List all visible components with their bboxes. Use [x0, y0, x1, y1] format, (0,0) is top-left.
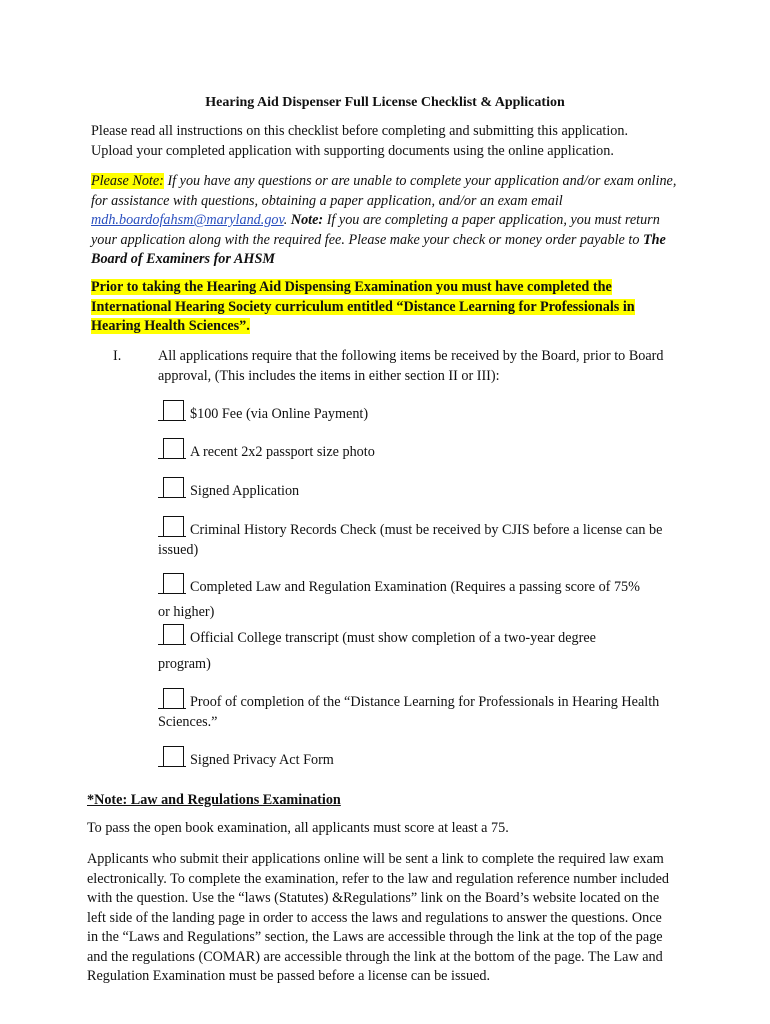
checklist-item-transcript-cont: program)	[158, 656, 211, 672]
checklist-item-criminal-history	[158, 520, 688, 560]
checklist-label: Completed Law and Regulation Examination (Requires a passing score of 75%	[190, 579, 640, 595]
checklist-label: A recent 2x2 passport size photo	[190, 444, 375, 460]
intro-text	[91, 122, 691, 161]
section-numeral: I.	[113, 348, 122, 364]
checklist-item-law-exam	[158, 577, 688, 598]
note-label: Note:	[290, 212, 324, 228]
checklist-label: $100 Fee (via Online Payment)	[190, 406, 369, 422]
checkbox[interactable]	[158, 520, 186, 537]
page-title: Hearing Aid Dispenser Full License Checklist & Application	[205, 95, 565, 110]
section-requirements-text: All applications require that the following items be received by the Board, prior to Board approval, (This includes the items in either section II or III):	[158, 348, 664, 384]
intro-line-2: Upload your completed application with supporting documents using the online application.	[91, 142, 614, 159]
checkbox[interactable]	[158, 577, 186, 594]
payee-name: The Board of Examiners for AHSM	[91, 231, 666, 267]
please-note-paragraph	[91, 172, 681, 270]
checkbox[interactable]	[158, 481, 186, 498]
prior-notice-text: Prior to taking the Hearing Aid Dispensing Examination you must have completed the International Hearing Society curriculum entitled “Distance Learning for Professionals in Hearing Health Sciences”.	[91, 279, 635, 334]
exam-note-para-2: Applicants who submit their applications online will be sent a link to complete the required law exam electronically. To complete the examination, refer to the law and regulation reference number included with the question. Use the “laws (Statutes) &Regulations” link on the Board’s website located on the left side of the landing page in order to access the laws and regulations to answer the questions. Once in the “Laws and Regulations” section, the Laws are accessible through the link at the top of the page and the regulations (COMAR) are accessible through the link at the bottom of the page. The Law and Regulation Examination must be passed before a license can be issued.	[87, 851, 670, 984]
checkbox[interactable]	[158, 404, 186, 421]
checklist-label: Criminal History Records Check (must be received by CJIS before a license can be issued)	[158, 522, 663, 558]
checklist-item-signed-application	[158, 481, 688, 502]
exam-note-para-1: To pass the open book examination, all applicants must score at least a 75.	[87, 820, 509, 836]
checklist-item-law-exam-cont: or higher)	[158, 604, 215, 620]
checkbox[interactable]	[158, 692, 186, 709]
exam-note-heading: *Note: Law and Regulations Examination	[87, 792, 341, 808]
checklist-item-transcript	[158, 628, 688, 649]
prior-notice-paragraph	[91, 278, 681, 337]
checkbox[interactable]	[158, 628, 186, 645]
checkbox[interactable]	[158, 442, 186, 459]
please-note-text-3: If you are completing a paper application, you must return your application along with the required fee. Please make your check or money order payable to	[91, 212, 660, 248]
please-note-text-2: .	[283, 212, 291, 228]
please-note-label: Please Note:	[91, 173, 164, 189]
checklist-label: Signed Privacy Act Form	[190, 752, 334, 768]
checkbox[interactable]	[158, 750, 186, 767]
board-email-link[interactable]: mdh.boardofahsm@maryland.gov	[91, 212, 284, 228]
checklist-label: Proof of completion of the “Distance Learning for Professionals in Hearing Health Sciences.”	[158, 694, 660, 730]
checklist-item-fee	[158, 404, 688, 425]
please-note-text-1: If you have any questions or are unable to complete your application and/or exam online, for assistance with questions, obtaining a paper application, and/or an exam email	[91, 173, 677, 209]
intro-line-1: Please read all instructions on this checklist before completing and submitting this application.	[91, 123, 629, 139]
checklist-label: Signed Application	[190, 483, 300, 499]
checklist-label: Official College transcript (must show completion of a two-year degree	[190, 630, 596, 646]
checklist-item-privacy-act	[158, 750, 688, 771]
checklist-item-distance-learning	[158, 692, 668, 732]
checklist-item-photo	[158, 442, 688, 463]
